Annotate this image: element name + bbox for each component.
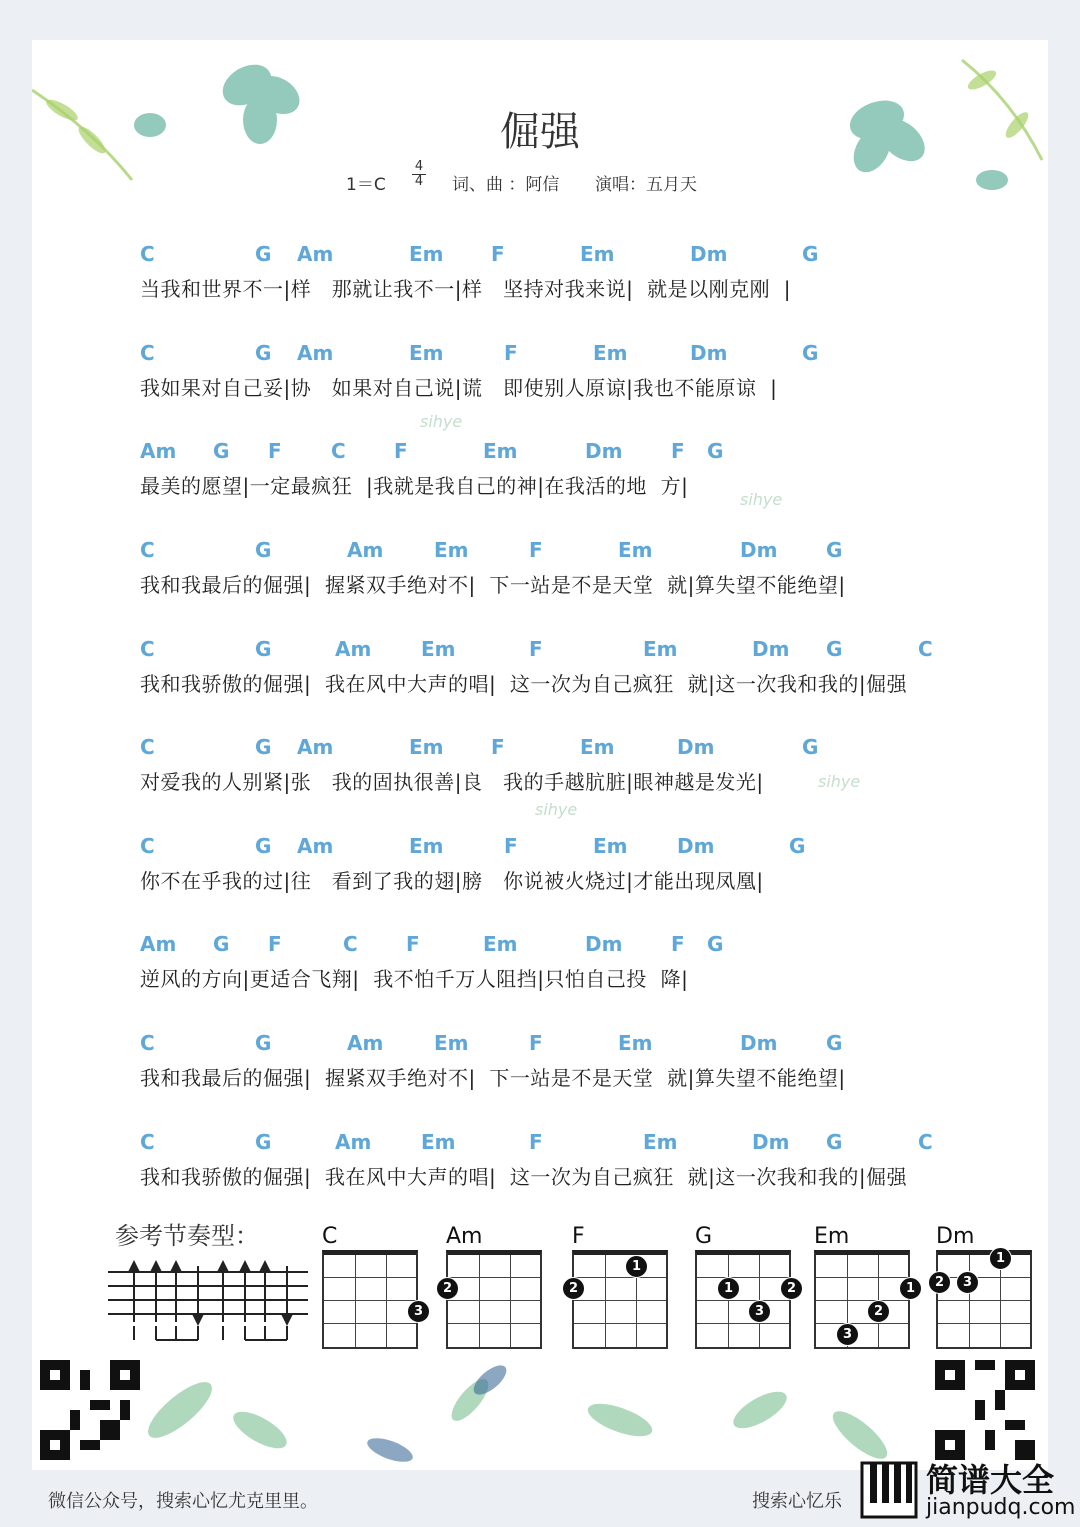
- chord: C: [140, 1130, 155, 1154]
- chord: G: [707, 439, 724, 463]
- chord: Em: [409, 735, 444, 759]
- fretboard-grid: [442, 1250, 542, 1349]
- lyric-line: 当我和世界不一|样 那就让我不一|样 坚持对我来说| 就是以刚克刚 |: [140, 277, 792, 301]
- finger-dot: 1: [717, 1277, 740, 1300]
- chord: Am: [347, 1031, 384, 1055]
- chord-row: [0, 735, 1000, 759]
- chord: Em: [593, 834, 628, 858]
- chord: Em: [421, 1130, 456, 1154]
- chord: Em: [409, 341, 444, 365]
- time-signature-bottom: 4: [414, 174, 424, 189]
- chord: C: [140, 242, 155, 266]
- song-title: 倔强: [500, 109, 580, 155]
- chord: Dm: [740, 538, 778, 562]
- piano-icon: [860, 1461, 918, 1519]
- chord: Em: [409, 242, 444, 266]
- chord: G: [802, 341, 819, 365]
- rhythm-label: 参考节奏型：: [115, 1222, 259, 1250]
- chord: Em: [618, 538, 653, 562]
- qr-code-right: [935, 1360, 1035, 1460]
- watermark: sihye: [420, 412, 463, 431]
- chord: C: [331, 439, 346, 463]
- key-signature: 1＝C: [346, 175, 386, 195]
- jianpudq-logo[interactable]: [860, 1455, 1080, 1527]
- chord: Em: [580, 242, 615, 266]
- chord: Em: [483, 932, 518, 956]
- chord: Em: [643, 1130, 678, 1154]
- credits: 词、曲 ：阿信: [452, 175, 560, 195]
- chord: Em: [593, 341, 628, 365]
- chord: Dm: [740, 1031, 778, 1055]
- chord: C: [140, 834, 155, 858]
- qr-code-left: [40, 1360, 140, 1460]
- chord: G: [826, 538, 843, 562]
- lyric-line: 逆风的方向|更适合飞翔| 我不怕千万人阻挡|只怕自己投 降|: [140, 967, 689, 991]
- chord: F: [529, 1130, 543, 1154]
- chord-row: [0, 439, 1000, 463]
- fretboard-grid: [695, 1250, 797, 1349]
- chord: Dm: [585, 932, 623, 956]
- fretboard-grid: [322, 1250, 424, 1349]
- time-signature: [412, 160, 426, 189]
- chord-row: [0, 834, 1000, 858]
- chord: Em: [618, 1031, 653, 1055]
- footer-wechat-text: 微信公众号，搜索心忆尤克里里。: [48, 1491, 318, 1512]
- leaf-decoration-bottom: [140, 1350, 940, 1470]
- time-signature-top: 4: [412, 160, 426, 175]
- chord: Am: [335, 1130, 372, 1154]
- chord: G: [826, 637, 843, 661]
- chord: Am: [297, 735, 334, 759]
- finger-dot: 2: [562, 1277, 585, 1300]
- watermark: sihye: [535, 800, 578, 819]
- finger-dot: 2: [780, 1277, 803, 1300]
- chord: F: [491, 242, 505, 266]
- chord: C: [343, 932, 358, 956]
- chord: F: [268, 932, 282, 956]
- chord: Em: [580, 735, 615, 759]
- finger-dot: 2: [867, 1300, 890, 1323]
- chord: G: [213, 439, 230, 463]
- chord: Dm: [752, 1130, 790, 1154]
- watermark: sihye: [818, 772, 861, 791]
- fretboard-grid: [568, 1250, 668, 1349]
- chord: Am: [140, 932, 177, 956]
- chord: F: [268, 439, 282, 463]
- chord-row: [0, 538, 1000, 562]
- watermark: sihye: [740, 490, 783, 509]
- chord: G: [707, 932, 724, 956]
- chord: Em: [434, 1031, 469, 1055]
- chord: G: [789, 834, 806, 858]
- fretboard-grid: [936, 1250, 1032, 1349]
- finger-dot: 1: [625, 1255, 648, 1278]
- chord: G: [255, 1031, 272, 1055]
- chord: G: [826, 1130, 843, 1154]
- chord: F: [671, 439, 685, 463]
- chord: Dm: [677, 834, 715, 858]
- chord: Dm: [677, 735, 715, 759]
- lyric-line: 我和我骄傲的倔强| 我在风中大声的唱| 这一次为自己疯狂 就|这一次我和我的|倔强: [140, 1165, 908, 1189]
- performer: 演唱：五月天: [595, 175, 697, 195]
- chord: G: [255, 538, 272, 562]
- chord: C: [140, 637, 155, 661]
- chord: G: [255, 735, 272, 759]
- chord: G: [255, 637, 272, 661]
- chord-row: [0, 1031, 1000, 1055]
- chord: Em: [643, 637, 678, 661]
- chord: Am: [297, 341, 334, 365]
- brand-url: jianpudq.com: [926, 1495, 1076, 1520]
- chord: Dm: [752, 637, 790, 661]
- lyric-line: 我如果对自己妥|协 如果对自己说|谎 即使别人原谅|我也不能原谅 |: [140, 376, 778, 400]
- chord: Dm: [690, 341, 728, 365]
- finger-dot: 2: [436, 1277, 459, 1300]
- chord: F: [529, 538, 543, 562]
- rhythm-pattern: [108, 1252, 308, 1352]
- lyric-line: 你不在乎我的过|往 看到了我的翅|膀 你说被火烧过|才能出现凤凰|: [140, 869, 764, 893]
- chord: F: [671, 932, 685, 956]
- chord-row: [0, 932, 1000, 956]
- finger-dot: 3: [836, 1323, 859, 1346]
- chord: G: [213, 932, 230, 956]
- lyric-line: 最美的愿望|一定最疯狂 |我就是我自己的神|在我活的地 方|: [140, 474, 689, 498]
- chord: Am: [335, 637, 372, 661]
- lyric-line: 我和我骄傲的倔强| 我在风中大声的唱| 这一次为自己疯狂 就|这一次我和我的|倔强: [140, 672, 908, 696]
- chord-row: [0, 242, 1000, 266]
- chord: C: [918, 1130, 933, 1154]
- chord: C: [918, 637, 933, 661]
- chord: Em: [421, 637, 456, 661]
- finger-dot: 1: [989, 1247, 1012, 1270]
- chord: G: [255, 341, 272, 365]
- chord: C: [140, 341, 155, 365]
- chord: G: [802, 242, 819, 266]
- chord: F: [529, 637, 543, 661]
- chord: Em: [483, 439, 518, 463]
- chord: Am: [297, 242, 334, 266]
- chord: G: [255, 1130, 272, 1154]
- chord-row: [0, 1130, 1000, 1154]
- chord: F: [394, 439, 408, 463]
- lyric-line: 我和我最后的倔强| 握紧双手绝对不| 下一站是不是天堂 就|算失望不能绝望|: [140, 573, 846, 597]
- finger-dot: 2: [928, 1271, 951, 1294]
- chord: F: [406, 932, 420, 956]
- chord-row: [0, 637, 1000, 661]
- finger-dot: 3: [407, 1300, 430, 1323]
- finger-dot: 3: [748, 1300, 771, 1323]
- chord: G: [826, 1031, 843, 1055]
- lyric-line: 我和我最后的倔强| 握紧双手绝对不| 下一站是不是天堂 就|算失望不能绝望|: [140, 1066, 846, 1090]
- chord: Am: [347, 538, 384, 562]
- chord: C: [140, 1031, 155, 1055]
- chord: G: [255, 242, 272, 266]
- chord: G: [255, 834, 272, 858]
- chord: C: [140, 735, 155, 759]
- chord: F: [504, 834, 518, 858]
- chord: G: [802, 735, 819, 759]
- chord-row: [0, 341, 1000, 365]
- chord: F: [504, 341, 518, 365]
- chord: Am: [140, 439, 177, 463]
- finger-dot: 3: [956, 1271, 979, 1294]
- chord: F: [529, 1031, 543, 1055]
- chord: Am: [297, 834, 334, 858]
- chord: Dm: [690, 242, 728, 266]
- footer-search-text: 搜索心忆乐: [752, 1491, 842, 1512]
- finger-dot: 1: [899, 1277, 922, 1300]
- lyric-line: 对爱我的人别紧|张 我的固执很善|良 我的手越肮脏|眼神越是发光|: [140, 770, 764, 794]
- chord: Em: [434, 538, 469, 562]
- chord: Em: [409, 834, 444, 858]
- fretboard-grid: [814, 1250, 916, 1349]
- chord: Dm: [585, 439, 623, 463]
- chord: F: [491, 735, 505, 759]
- chord: C: [140, 538, 155, 562]
- brand-name: 简谱大全: [926, 1461, 1055, 1499]
